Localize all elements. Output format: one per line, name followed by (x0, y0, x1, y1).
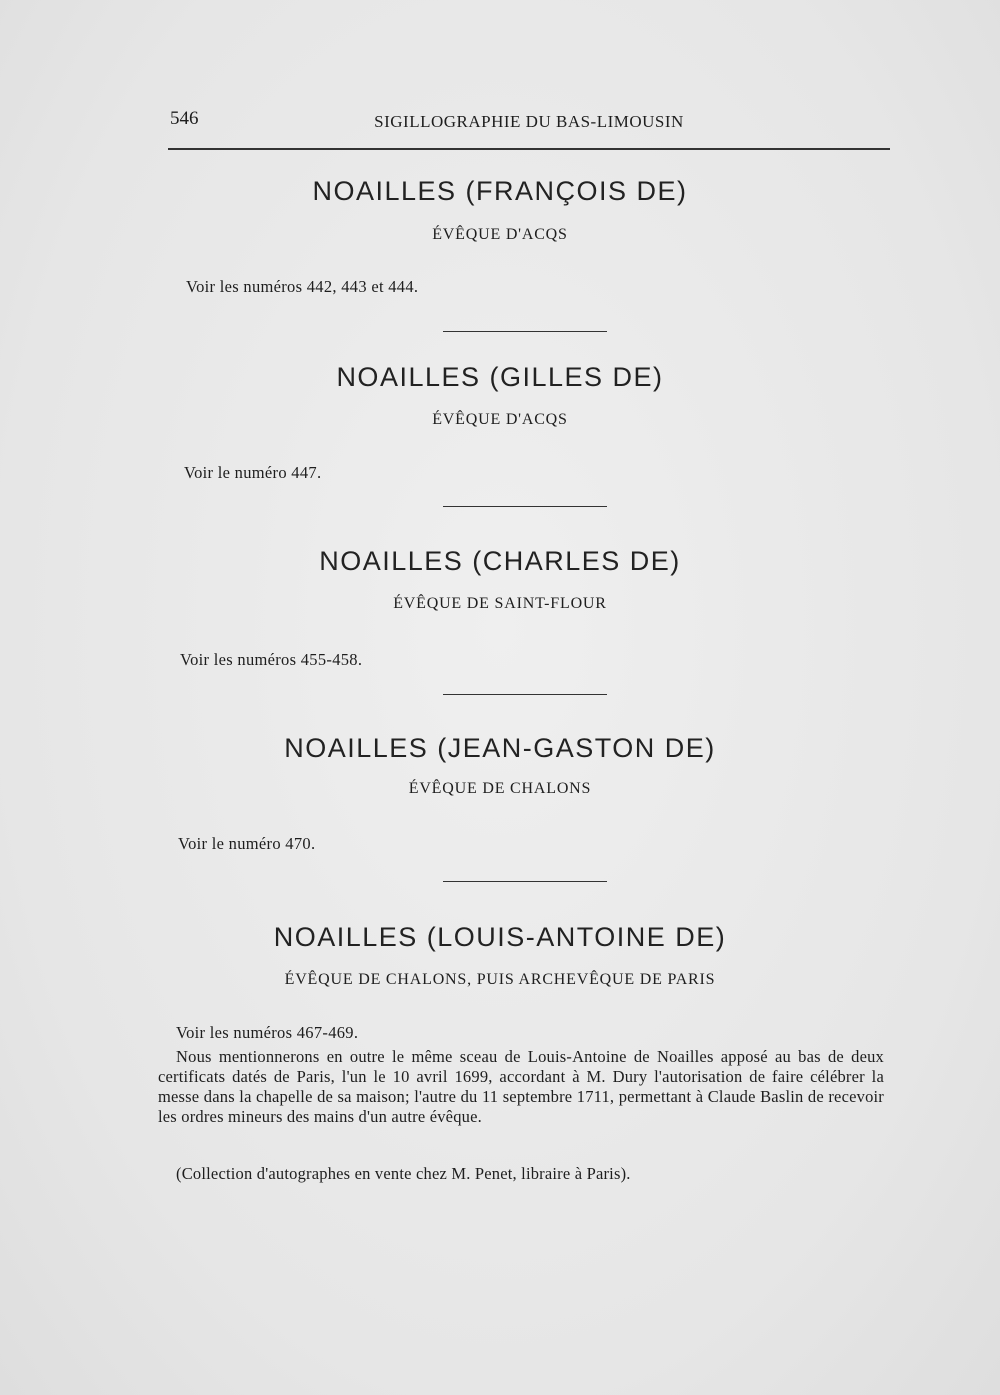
page-number: 546 (170, 108, 199, 129)
entry-reference: Voir les numéros 442, 443 et 444. (186, 277, 419, 296)
entry-title: NOAILLES (FRANÇOIS DE) (312, 176, 688, 206)
entry-reference: Voir les numéros 467-469. (176, 1023, 359, 1042)
body-paragraph: Nous mentionnerons en outre le même sceau de Louis-Antoine de Noailles apposé au bas de deux certificats datés de Paris, l'un le 10 avril 1699, accordant à M. Dury l'autorisation de faire célébrer la messe dans la chapelle de sa maison; l'autre du 11 septembre 1711, permettant à Claude Baslin de recevoir les ordres mineurs des mains d'un autre évêque. (158, 1047, 884, 1126)
section-separator (443, 694, 607, 695)
entry-subtitle: ÉVÊQUE DE CHALONS (408, 780, 592, 797)
entry-title: NOAILLES (CHARLES DE) (319, 546, 681, 576)
entry-subtitle: ÉVÊQUE DE CHALONS, PUIS ARCHEVÊQUE DE PARIS (284, 971, 716, 988)
entry-title: NOAILLES (JEAN-GASTON DE) (284, 733, 716, 763)
entry-reference: Voir le numéro 470. (178, 834, 316, 853)
entry-reference: Voir le numéro 447. (184, 463, 322, 482)
entry-subtitle: ÉVÊQUE D'ACQS (432, 411, 568, 428)
closing-note: (Collection d'autographes en vente chez M. Penet, libraire à Paris). (176, 1164, 631, 1183)
entry-title: NOAILLES (GILLES DE) (336, 362, 664, 392)
running-title: SIGILLOGRAPHIE DU BAS-LIMOUSIN (374, 112, 684, 131)
entry-subtitle: ÉVÊQUE D'ACQS (432, 226, 568, 243)
header-rule (168, 148, 890, 150)
entry-subtitle: ÉVÊQUE DE SAINT-FLOUR (393, 595, 607, 612)
entry-title: NOAILLES (LOUIS-ANTOINE DE) (273, 922, 727, 952)
section-separator (443, 881, 607, 882)
page-header (168, 106, 890, 136)
section-separator (443, 506, 607, 507)
entry-reference: Voir les numéros 455-458. (180, 650, 363, 669)
section-separator (443, 331, 607, 332)
